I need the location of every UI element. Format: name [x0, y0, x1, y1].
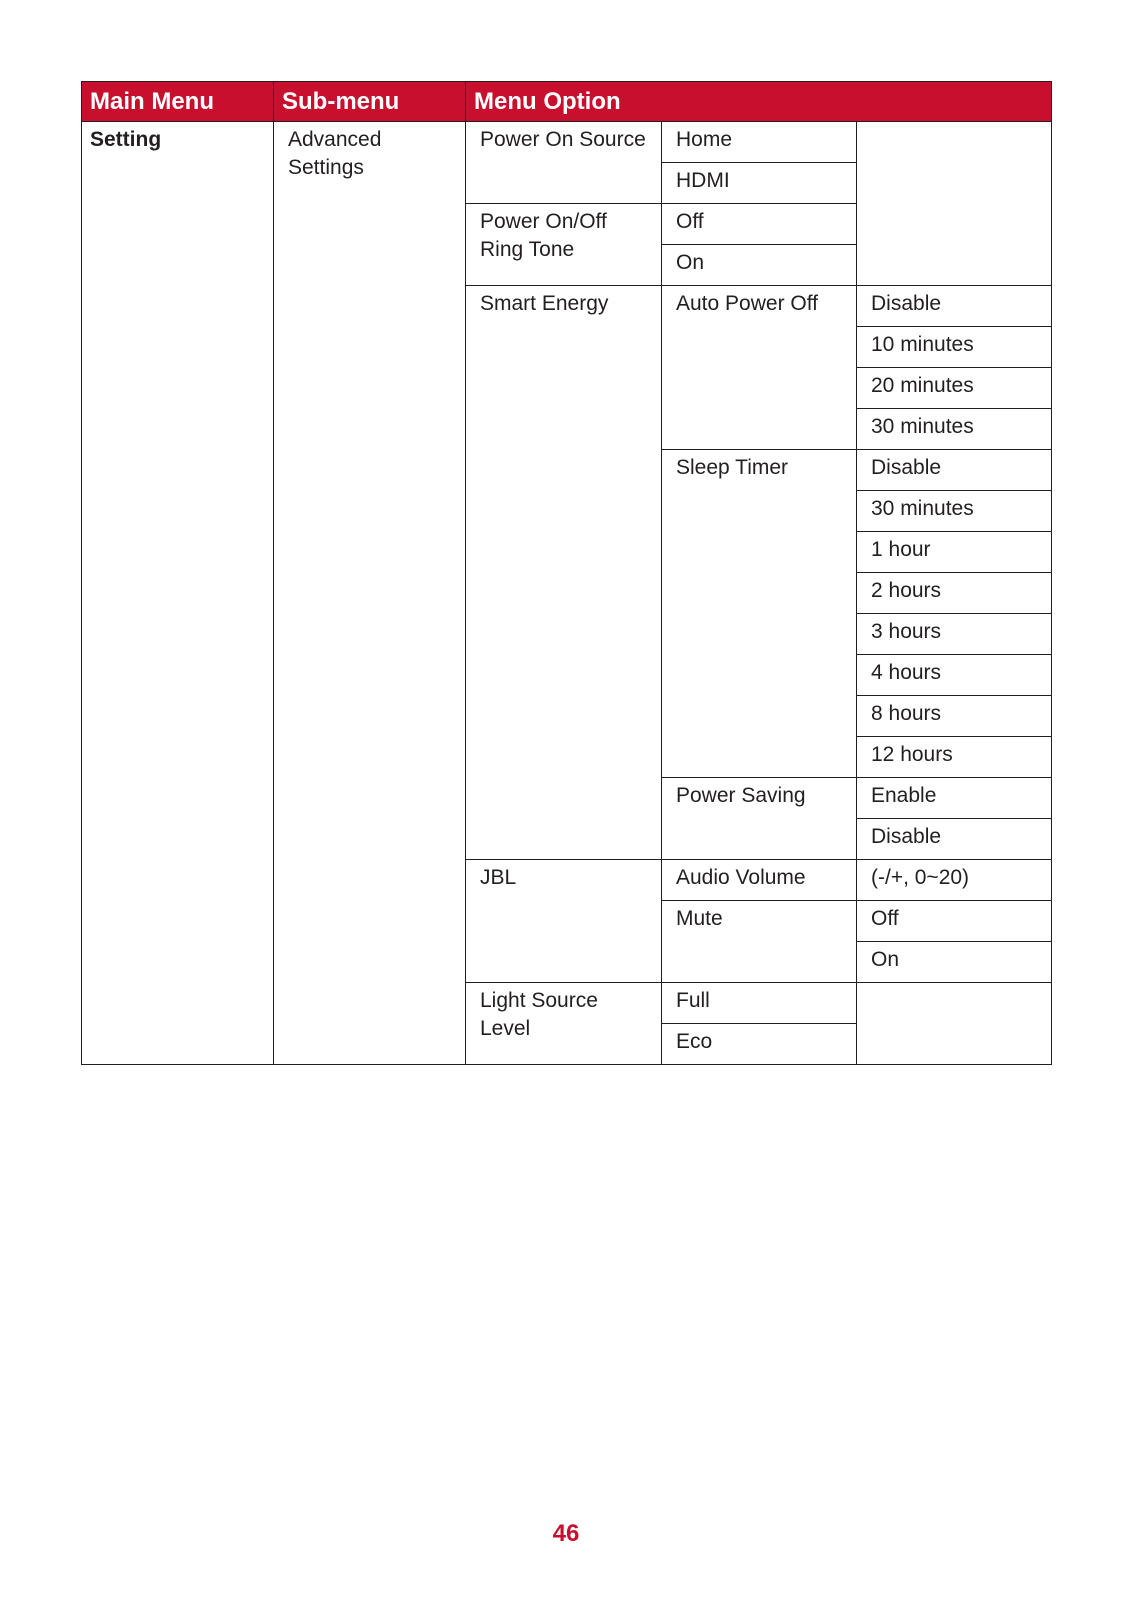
sleep-timer-option: 8 hours: [857, 696, 1052, 737]
sleep-timer-option: 12 hours: [857, 737, 1052, 778]
page-number: 46: [552, 1520, 580, 1547]
header-row: [82, 82, 1052, 122]
main-menu-setting: Setting: [82, 122, 274, 1065]
light-source-option: Full: [662, 983, 857, 1024]
empty-cell: [857, 122, 1052, 286]
sleep-timer-option: 3 hours: [857, 614, 1052, 655]
auto-power-off-option: 30 minutes: [857, 409, 1052, 450]
sleep-timer-label: Sleep Timer: [662, 450, 857, 778]
power-saving-option: Enable: [857, 778, 1052, 819]
power-on-source-label: Power On Source: [466, 122, 662, 204]
sleep-timer-option: Disable: [857, 450, 1052, 491]
light-source-option: Eco: [662, 1024, 857, 1065]
audio-volume-value: (-/+, 0~20): [857, 860, 1052, 901]
jbl-label: JBL: [466, 860, 662, 983]
menu-table: [81, 81, 1052, 1065]
ring-tone-option: On: [662, 245, 857, 286]
sleep-timer-option: 2 hours: [857, 573, 1052, 614]
auto-power-off-option: 10 minutes: [857, 327, 1052, 368]
auto-power-off-label: Auto Power Off: [662, 286, 857, 450]
sleep-timer-option: 4 hours: [857, 655, 1052, 696]
power-saving-option: Disable: [857, 819, 1052, 860]
mute-label: Mute: [662, 901, 857, 983]
ring-tone-label: Power On/Off Ring Tone: [466, 204, 662, 286]
power-saving-label: Power Saving: [662, 778, 857, 860]
sleep-timer-option: 1 hour: [857, 532, 1052, 573]
audio-volume-label: Audio Volume: [662, 860, 857, 901]
empty-cell: [857, 983, 1052, 1065]
auto-power-off-option: Disable: [857, 286, 1052, 327]
ring-tone-option: Off: [662, 204, 857, 245]
sleep-timer-option: 30 minutes: [857, 491, 1052, 532]
mute-option: Off: [857, 901, 1052, 942]
light-source-label: Light Source Level: [466, 983, 662, 1065]
smart-energy-label: Smart Energy: [466, 286, 662, 860]
auto-power-off-option: 20 minutes: [857, 368, 1052, 409]
power-on-source-option: HDMI: [662, 163, 857, 204]
header-sub-menu: Sub-menu: [274, 82, 466, 122]
power-on-source-option: Home: [662, 122, 857, 163]
sub-menu-advanced-settings: Advanced Settings: [274, 122, 466, 1065]
header-menu-option: Menu Option: [466, 82, 1052, 122]
mute-option: On: [857, 942, 1052, 983]
header-main-menu: Main Menu: [82, 82, 274, 122]
